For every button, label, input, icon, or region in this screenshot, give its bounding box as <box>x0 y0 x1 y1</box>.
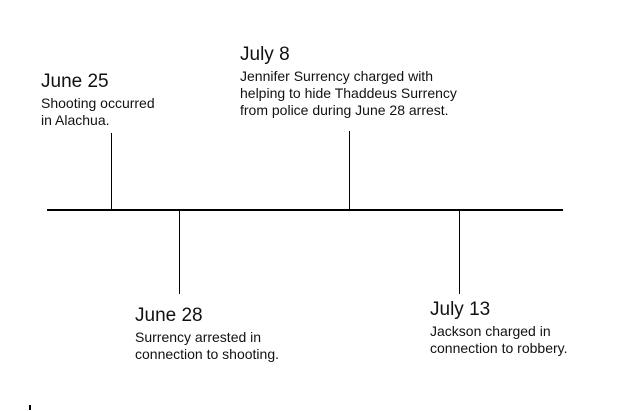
event-description: Shooting occurred in Alachua. <box>41 95 155 128</box>
event-june-28 <box>135 305 279 363</box>
event-june-25 <box>41 71 155 129</box>
event-date: June 25 <box>41 71 109 92</box>
event-description: Jackson charged in connection to robbery. <box>430 323 568 356</box>
event-description: Jennifer Surrency charged with helping to hide Thaddeus Surrency from police during June 28 arrest. <box>240 68 457 118</box>
event-july-13 <box>430 299 568 357</box>
event-date: July 13 <box>430 299 491 320</box>
event-tick-july-8 <box>349 131 350 210</box>
event-tick-june-28 <box>179 210 180 294</box>
event-description: Surrency arrested in connection to shooting. <box>135 329 279 362</box>
text-cursor-mark <box>29 405 31 410</box>
event-july-8 <box>240 44 457 119</box>
event-tick-july-13 <box>459 210 460 294</box>
event-tick-june-25 <box>111 133 112 210</box>
timeline-axis <box>47 209 563 211</box>
event-date: June 28 <box>135 305 203 326</box>
event-date: July 8 <box>240 44 290 65</box>
